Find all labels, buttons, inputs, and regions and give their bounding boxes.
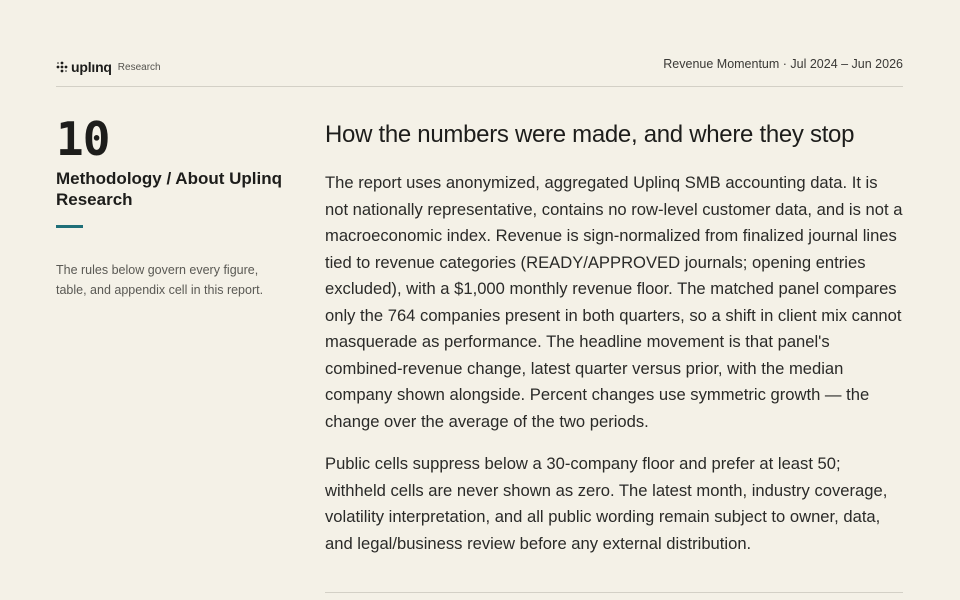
section-sidebar: [56, 114, 286, 300]
body-paragraph: Public cells suppress below a 30-company floor and prefer at least 50; withheld cells are never shown as zero. The latest month, industry coverage, volatility interpretation, and all public wording remain subject to owner, data, and legal/business review before any external distribution.: [325, 454, 888, 553]
brand-logo: [56, 59, 161, 75]
brand-subtitle: Research: [117, 61, 161, 73]
section-title: Methodology / About Uplinq Research: [56, 169, 282, 209]
report-header: [56, 56, 903, 87]
section-number: 10: [56, 112, 110, 166]
section-note: The rules below govern every figure, table, and appendix cell in this report.: [56, 263, 264, 297]
report-title: Revenue Momentum · Jul 2024 – Jun 2026: [663, 57, 903, 71]
footer-divider: [325, 592, 903, 593]
body-paragraph: The report uses anonymized, aggregated Uplinq SMB accounting data. It is not nationally representative, contains no row-level customer data, and is not a macroeconomic index. Revenue is sign-normalized from finalized journal lines tied to revenue categories (READY/APPROVED journals; opening entries excluded), with a $1,000 monthly revenue floor. The matched panel compares only the 764 companies present in both quarters, so a shift in client mix cannot masquerade as performance. The headline movement is that panel's combined-revenue change, latest quarter versus prior, with the median company shown alongside. Percent changes use symmetric growth — the change over the average of the two periods.: [325, 173, 903, 431]
accent-divider: [56, 225, 83, 228]
brand-name: uplınq: [71, 59, 112, 75]
uplinq-dots-icon: [56, 61, 68, 73]
section-body: [325, 118, 905, 557]
section-heading: How the numbers were made, and where they stop: [325, 121, 855, 148]
